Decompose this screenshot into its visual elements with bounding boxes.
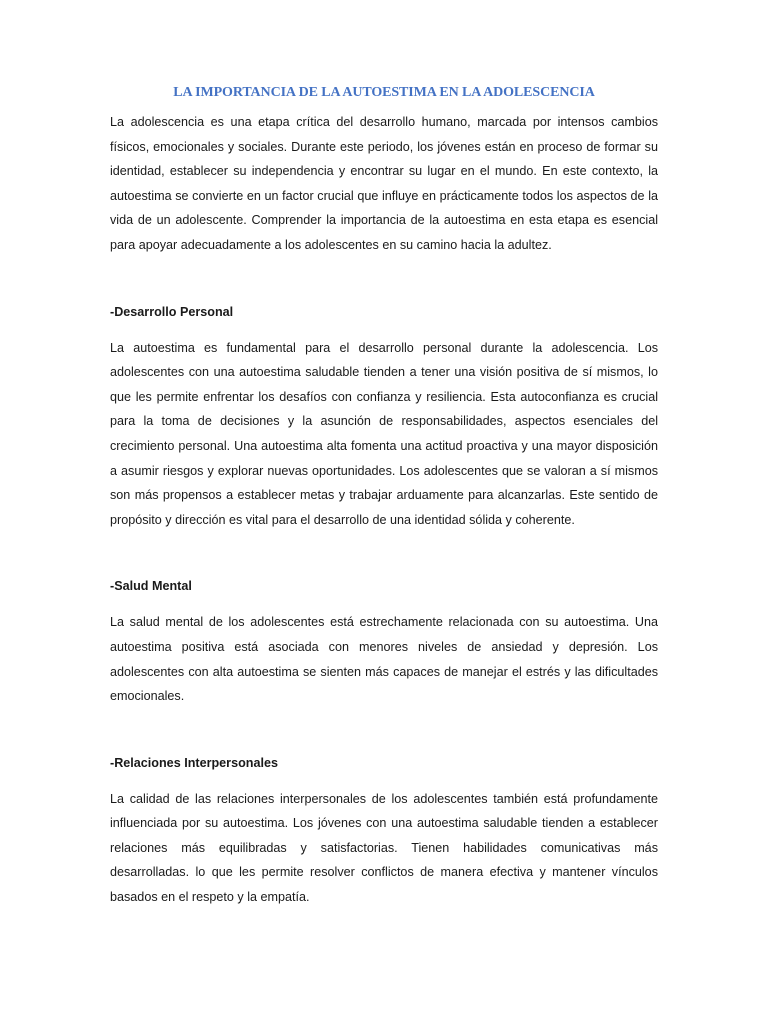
spacer [110, 322, 658, 336]
document-page [110, 84, 658, 910]
document-title: LA IMPORTANCIA DE LA AUTOESTIMA EN LA ADOLESCENCIA [173, 85, 595, 100]
section-body-relaciones-interpersonales: La calidad de las relaciones interpersonales de los adolescentes también está profundamente influenciada por su autoestima. Los jóvenes con una autoestima saludable tienden a establecer relaciones más equilibradas y satisfactorias. Tienen habilidades comunicativas más desarrolladas. lo que les permite resolver conflictos de manera efectiva y mantener vínculos basados en el respeto y la empatía. [110, 791, 658, 905]
section-heading-relaciones-interpersonales: -Relaciones Interpersonales [110, 755, 278, 770]
section-body-salud-mental: La salud mental de los adolescentes está estrechamente relacionada con su autoestima. Una autoestima positiva está asociada con menores niveles de ansiedad y depresión. Los adolescentes con alta autoestima se sienten más capaces de manejar el estrés y las dificultades emocionales. [110, 615, 658, 704]
spacer [110, 596, 658, 610]
section-heading-salud-mental: -Salud Mental [110, 579, 192, 594]
spacer [110, 532, 658, 576]
intro-paragraph: La adolescencia es una etapa crítica del desarrollo humano, marcada por intensos cambios físicos, emocionales y sociales. Durante este periodo, los jóvenes están en proceso de formar su identidad, establecer su independencia y encontrar su lugar en el mundo. En este contexto, la autoestima se convierte en un factor crucial que influye en prácticamente todos los aspectos de la vida de un adolescente. Comprender la importancia de la autoestima en esta etapa es esencial para apoyar adecuadamente a los adolescentes en su camino hacia la adultez. [110, 115, 658, 252]
spacer [110, 258, 658, 302]
spacer [110, 709, 658, 753]
section-heading-desarrollo-personal: -Desarrollo Personal [110, 304, 234, 319]
spacer [110, 773, 658, 787]
section-body-desarrollo-personal: La autoestima es fundamental para el desarrollo personal durante la adolescencia. Los adolescentes con una autoestima saludable tienden a tener una visión positiva de sí mismos, lo que les permite enfrentar los desafíos con confianza y resiliencia. Esta autoconfianza es crucial para la toma de decisiones y la asunción de responsabilidades, aspectos esenciales del crecimiento personal. Una autoestima alta fomenta una actitud proactiva y una mayor disposición a asumir riesgos y explorar nuevas oportunidades. Los adolescentes que se valoran a sí mismos son más propensos a establecer metas y trabajar arduamente para alcanzarlas. Este sentido de propósito y dirección es vital para el desarrollo de una identidad sólida y coherente. [110, 340, 658, 527]
